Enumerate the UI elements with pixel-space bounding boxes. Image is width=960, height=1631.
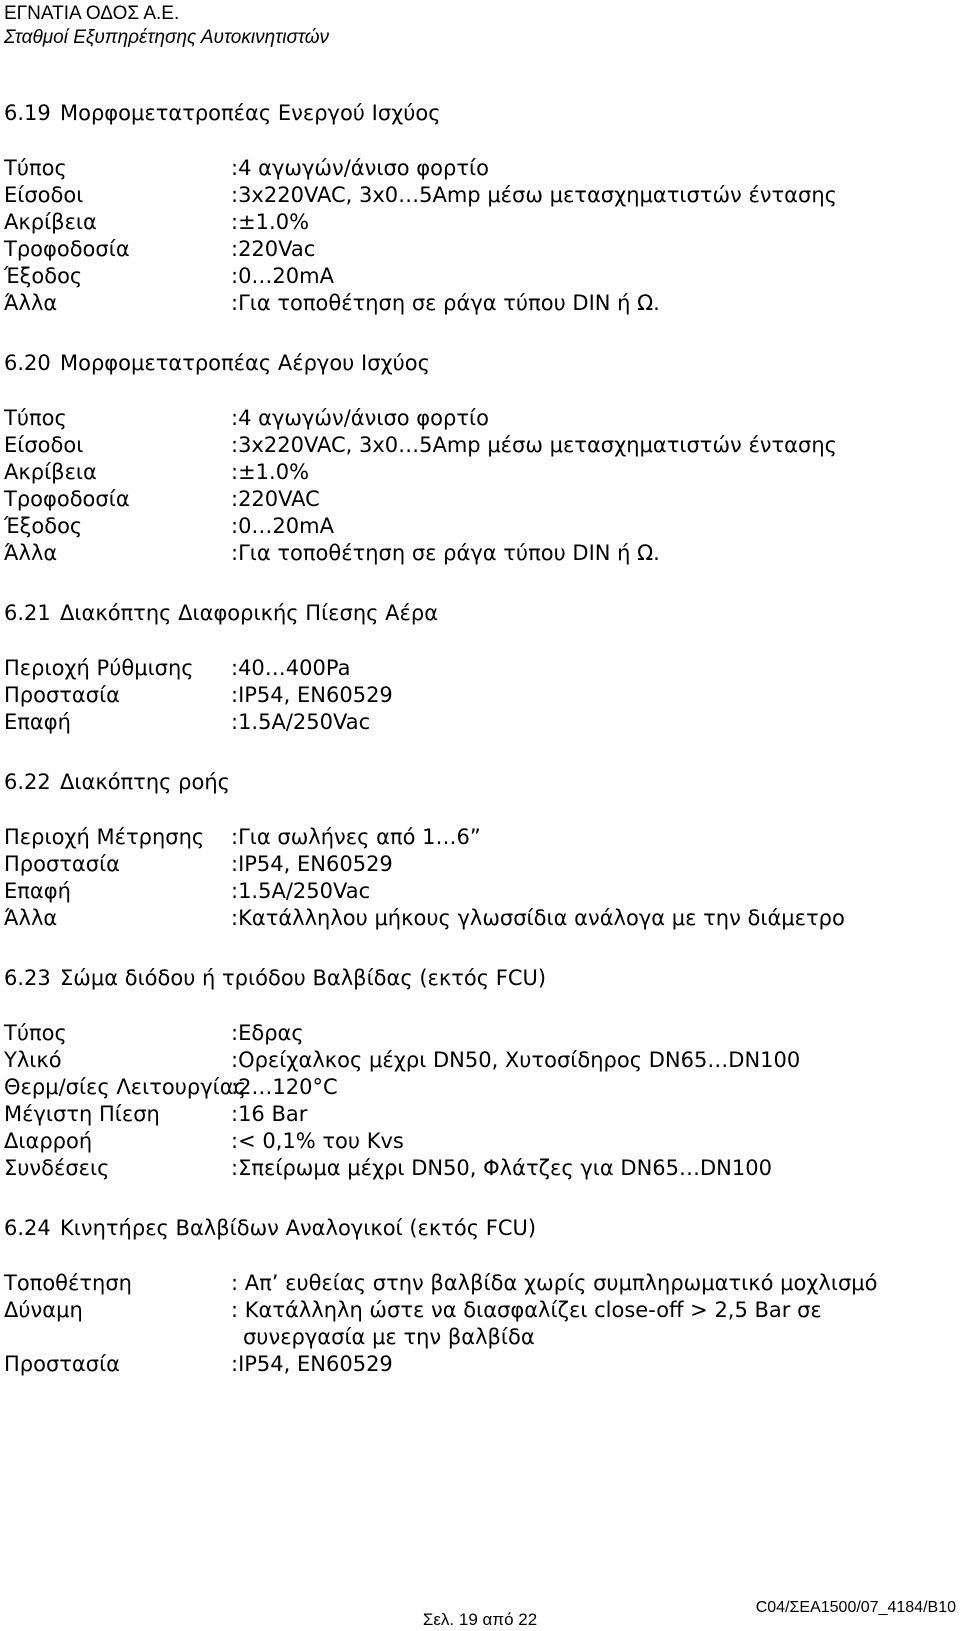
- spec-value: :40…400Pa: [231, 656, 351, 680]
- spec-label: Μέγιστη Πίεση: [4, 1102, 160, 1126]
- spec-row: [4, 432, 954, 459]
- spec-label: Θερμ/σίες Λειτουργίας: [4, 1075, 246, 1099]
- spec-value: : Απ’ ευθείας στην βαλβίδα χωρίς συμπληρωματικό μοχλισμό: [231, 1271, 878, 1295]
- spec-row: [4, 1128, 954, 1155]
- spec-value: :Για σωλήνες από 1…6”: [231, 825, 481, 849]
- spec-row: [4, 459, 954, 486]
- spec-label: Έξοδος: [4, 264, 83, 288]
- spec-label: Περιοχή Ρύθμισης: [4, 656, 194, 680]
- spec-label: Έξοδος: [4, 514, 83, 538]
- spec-value-continuation: συνεργασία με την βαλβίδα: [243, 1325, 535, 1349]
- spec-label: Επαφή: [4, 710, 71, 734]
- spec-row: [4, 1101, 954, 1128]
- spec-row: [4, 513, 954, 540]
- spec-value: :Ορείχαλκος μέχρι DN50, Χυτοσίδηρος DN65…DN100: [231, 1048, 801, 1072]
- section-title: [4, 768, 954, 796]
- spec-label: Τύπος: [4, 406, 67, 430]
- spec-label: Είσοδοι: [4, 183, 84, 207]
- spec-row: [4, 1155, 954, 1182]
- section-title-text: Διακόπτης Διαφορικής Πίεσης Αέρα: [60, 601, 439, 625]
- section-number: 6.23: [4, 966, 51, 990]
- spec-row: [4, 540, 954, 567]
- spec-row: [4, 1020, 954, 1047]
- spec-row: [4, 878, 954, 905]
- section-6-19: [4, 99, 954, 317]
- section-title-text: Διακόπτης ροής: [60, 770, 230, 794]
- spec-value: :0…20mA: [231, 264, 334, 288]
- spec-value: :Σπείρωμα μέχρι DN50, Φλάτζες για DN65…DN100: [231, 1156, 772, 1180]
- spec-label: Δύναμη: [4, 1298, 83, 1322]
- spec-value: :2…120°C: [231, 1075, 338, 1099]
- spec-value: :±1.0%: [231, 210, 310, 234]
- section-title: [4, 1214, 954, 1242]
- section-title-text: Κινητήρες Βαλβίδων Αναλογικοί (εκτός FCU): [60, 1216, 537, 1240]
- spec-label: Διαρροή: [4, 1129, 93, 1153]
- spec-value: :4 αγωγών/άνισο φορτίο: [231, 156, 489, 180]
- spec-row: [4, 263, 954, 290]
- spec-row: [4, 851, 954, 878]
- spec-label: Άλλα: [4, 906, 58, 930]
- section-title: [4, 99, 954, 127]
- spec-row: [4, 290, 954, 317]
- spec-label: Τροφοδοσία: [4, 487, 130, 511]
- spec-value: :16 Bar: [231, 1102, 308, 1126]
- spec-row: [4, 1270, 954, 1297]
- spec-label: Ακρίβεια: [4, 210, 97, 234]
- spec-label: Τύπος: [4, 1021, 67, 1045]
- spec-row: [4, 155, 954, 182]
- spec-value: :IP54, EN60529: [231, 683, 393, 707]
- spec-row: [4, 824, 954, 851]
- spec-value: :< 0,1% του Kvs: [231, 1129, 404, 1153]
- section-6-22: [4, 768, 954, 932]
- section-title-text: Μορφομετατροπέας Αέργου Ισχύος: [60, 351, 430, 375]
- spec-value: :Κατάλληλου μήκους γλωσσίδια ανάλογα με την διάμετρο: [231, 906, 845, 930]
- spec-label: Περιοχή Μέτρησης: [4, 825, 205, 849]
- spec-row: [4, 1297, 954, 1351]
- spec-value: :±1.0%: [231, 460, 310, 484]
- section-6-24: [4, 1214, 954, 1378]
- spec-label: Άλλα: [4, 541, 58, 565]
- document-subtitle: Σταθμοί Εξυπηρέτησης Αυτοκινητιστών: [4, 27, 330, 48]
- spec-row: [4, 1047, 954, 1074]
- section-6-21: [4, 599, 954, 736]
- spec-value: :IP54, EN60529: [231, 852, 393, 876]
- spec-row: [4, 682, 954, 709]
- spec-row: [4, 905, 954, 932]
- section-title: [4, 964, 954, 992]
- section-number: 6.19: [4, 101, 51, 125]
- spec-value: [231, 1297, 954, 1351]
- document-header: [4, 2, 329, 50]
- spec-label: Ακρίβεια: [4, 460, 97, 484]
- spec-value: :3x220VAC, 3x0…5Amp μέσω μετασχηματιστών έντασης: [231, 433, 837, 457]
- spec-label: Άλλα: [4, 291, 58, 315]
- spec-value: :4 αγωγών/άνισο φορτίο: [231, 406, 489, 430]
- spec-row: [4, 182, 954, 209]
- spec-value: :IP54, EN60529: [231, 1352, 393, 1376]
- spec-row: [4, 236, 954, 263]
- spec-content: [4, 99, 954, 1410]
- spec-row: [4, 1074, 954, 1101]
- spec-row: [4, 486, 954, 513]
- company-name: ΕΓΝΑΤΙΑ ΟΔΟΣ Α.Ε.: [4, 3, 180, 24]
- spec-row: [4, 709, 954, 736]
- spec-value: :220Vac: [231, 237, 316, 261]
- document-code: C04/ΣΕΑ1500/07_4184/B10: [755, 1599, 956, 1616]
- spec-label: Τοποθέτηση: [4, 1271, 132, 1295]
- spec-row: [4, 655, 954, 682]
- spec-label: Τύπος: [4, 156, 67, 180]
- spec-value: :3x220VAC, 3x0…5Amp μέσω μετασχηματιστών έντασης: [231, 183, 837, 207]
- section-6-20: [4, 349, 954, 567]
- spec-row: [4, 405, 954, 432]
- spec-label: Είσοδοι: [4, 433, 84, 457]
- section-title-text: Σώμα διόδου ή τριόδου Βαλβίδας (εκτός FCU): [60, 966, 547, 990]
- section-number: 6.21: [4, 601, 51, 625]
- spec-label: Προστασία: [4, 852, 121, 876]
- spec-row: [4, 1351, 954, 1378]
- spec-value: :Για τοποθέτηση σε ράγα τύπου DIN ή Ω.: [231, 291, 660, 315]
- spec-row: [4, 209, 954, 236]
- spec-value: :1.5A/250Vac: [231, 879, 371, 903]
- spec-value: :1.5A/250Vac: [231, 710, 371, 734]
- spec-label: Προστασία: [4, 1352, 121, 1376]
- section-title: [4, 599, 954, 627]
- spec-value: :Για τοποθέτηση σε ράγα τύπου DIN ή Ω.: [231, 541, 660, 565]
- spec-label: Προστασία: [4, 683, 121, 707]
- spec-value: :220VAC: [231, 487, 320, 511]
- section-title-text: Μορφομετατροπέας Ενεργού Ισχύος: [60, 101, 441, 125]
- page-number: Σελ. 19 από 22: [422, 1610, 538, 1629]
- section-6-23: [4, 964, 954, 1182]
- spec-label: Συνδέσεις: [4, 1156, 110, 1180]
- spec-value: :0…20mA: [231, 514, 334, 538]
- section-title: [4, 349, 954, 377]
- section-number: 6.22: [4, 770, 51, 794]
- spec-value: :Εδρας: [231, 1021, 304, 1045]
- spec-label: Τροφοδοσία: [4, 237, 130, 261]
- section-number: 6.20: [4, 351, 51, 375]
- spec-value-line: : Κατάλληλη ώστε να διασφαλίζει close-off > 2,5 Bar σε: [231, 1298, 822, 1322]
- spec-label: Επαφή: [4, 879, 71, 903]
- section-number: 6.24: [4, 1216, 51, 1240]
- spec-label: Υλικό: [4, 1048, 62, 1072]
